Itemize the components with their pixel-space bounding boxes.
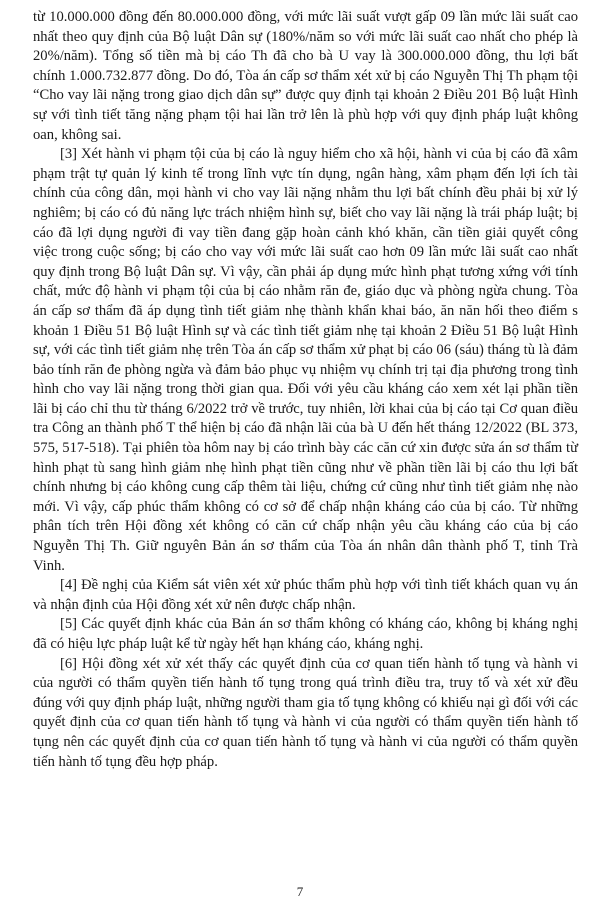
paragraph-3: [3] Xét hành vi phạm tội của bị cáo là nguy hiểm cho xã hội, hành vi của bị cáo đã xâm phạm trật tự quản lý kinh tế trong lĩnh vực tín dụng, ngân hàng, xâm phạm đến lợi ích tài chính của công dân, mọi hành vi cho vay lãi nặng nhằm thu lợi bất chính đều phải bị xử lý nghiêm; bị cáo có đủ năng lực trách nhiệm hình sự, biết cho vay lãi nặng là trái pháp luật; bị cáo đã lợi dụng người đi vay tiền đang gặp hoàn cảnh khó khăn, cần tiền giải quyết công việc trong cuộc sống; bị cáo cho vay với mức lãi suất cao hơn 09 lần mức lãi suất cao nhất quy định trong Bộ luật Dân sự. Vì vậy, cần phải áp dụng mức hình phạt tương xứng với tính chất, mức độ hành vi phạm tội của bị cáo nhằm răn đe, giáo dục và phòng ngừa chung. Tòa án cấp sơ thẩm đã áp dụng tình tiết giảm nhẹ thành khẩn khai báo, ăn năn hối theo điểm s khoản 1 Điều 51 Bộ luật Hình sự và các tình tiết giảm nhẹ tại khoản 2 Điều 51 Bộ luật Hình sự, với các tình tiết giảm nhẹ trên Tòa án cấp sơ thẩm xử phạt bị cáo 06 (sáu) tháng tù là đảm bảo tính răn đe phòng ngừa và đảm bảo phục vụ nhiệm vụ chính trị tại địa phương trong tình hình cho vay lãi nặng trong thời gian qua. Đối với yêu cầu kháng cáo xem xét lại phần tiền lãi bị cáo chỉ thu từ tháng 6/2022 trở về trước, tuy nhiên, lời khai của bị cáo tại Cơ quan điều tra Công an thành phố T thể hiện bị cáo đã nhận lãi của bà U đến hết tháng 12/2022 (BL 373, 575, 517-518). Tại phiên tòa hôm nay bị cáo trình bày các căn cứ xin được sửa án sơ thẩm từ hình phạt tù sang hình giảm nhẹ hình phạt tiền cũng như về phần tiền lãi bị cáo thu lợi bất chính nhưng bị cáo không cung cấp thêm tài liệu, chứng cứ cũng như tình tiết giảm nhẹ nào mới. Vì vậy, cấp phúc thẩm không có cơ sở để chấp nhận kháng cáo của bị cáo. Từ những phân tích trên Hội đồng xét không có căn cứ chấp nhận yêu cầu kháng cáo của bị cáo Nguyễn Thị Th. Giữ nguyên Bản án sơ thẩm của Tòa án nhân dân thành phố T, tỉnh Trà Vinh. [33,146,578,574]
paragraph-5: [5] Các quyết định khác của Bản án sơ thẩm không có kháng cáo, không bị kháng nghị đã có hiệu lực pháp luật kể từ ngày hết hạn kháng cáo, kháng nghị. [33,616,578,652]
paragraph-6: [6] Hội đồng xét xử xét thấy các quyết định của cơ quan tiến hành tố tụng và hành vi của người có thẩm quyền tiến hành tố tụng trong quá trình điều tra, truy tố và xét xử đều đúng với quy định pháp luật, những người tham gia tố tụng không có khiếu nại gì đối với các quyết định của cơ quan tiến hành tố tụng và hành vi của người có thẩm quyền tiến hành tố tụng nên các quyết định của cơ quan tiến hành tố tụng và hành vi của người có thẩm quyền tiến hành tố tụng đều hợp pháp. [33,655,578,770]
paragraph-continuation: từ 10.000.000 đồng đến 80.000.000 đồng, với mức lãi suất vượt gấp 09 lần mức lãi suất cao nhất theo quy định của Bộ luật Dân sự (180%/năm so với mức lãi suất cao nhất cho phép là 20%/năm). Tổng số tiền mà bị cáo Th đã cho bà U vay là 300.000.000 đồng, thu lợi bất chính 1.000.732.877 đồng. Do đó, Tòa án cấp sơ thẩm xét xử bị cáo Nguyễn Thị Th phạm tội “Cho vay lãi nặng trong giao dịch dân sự” được quy định tại khoản 2 Điều 201 Bộ luật Hình sự với tình tiết tăng nặng phạm tội hai lần trở lên là phù hợp với quy định pháp luật không oan, không sai. [33,9,578,143]
paragraph-4: [4] Đề nghị của Kiểm sát viên xét xử phúc thẩm phù hợp với tình tiết khách quan vụ án và nhận định của Hội đồng xét xử nên được chấp nhận. [33,577,578,613]
page-number: 7 [296,884,304,899]
